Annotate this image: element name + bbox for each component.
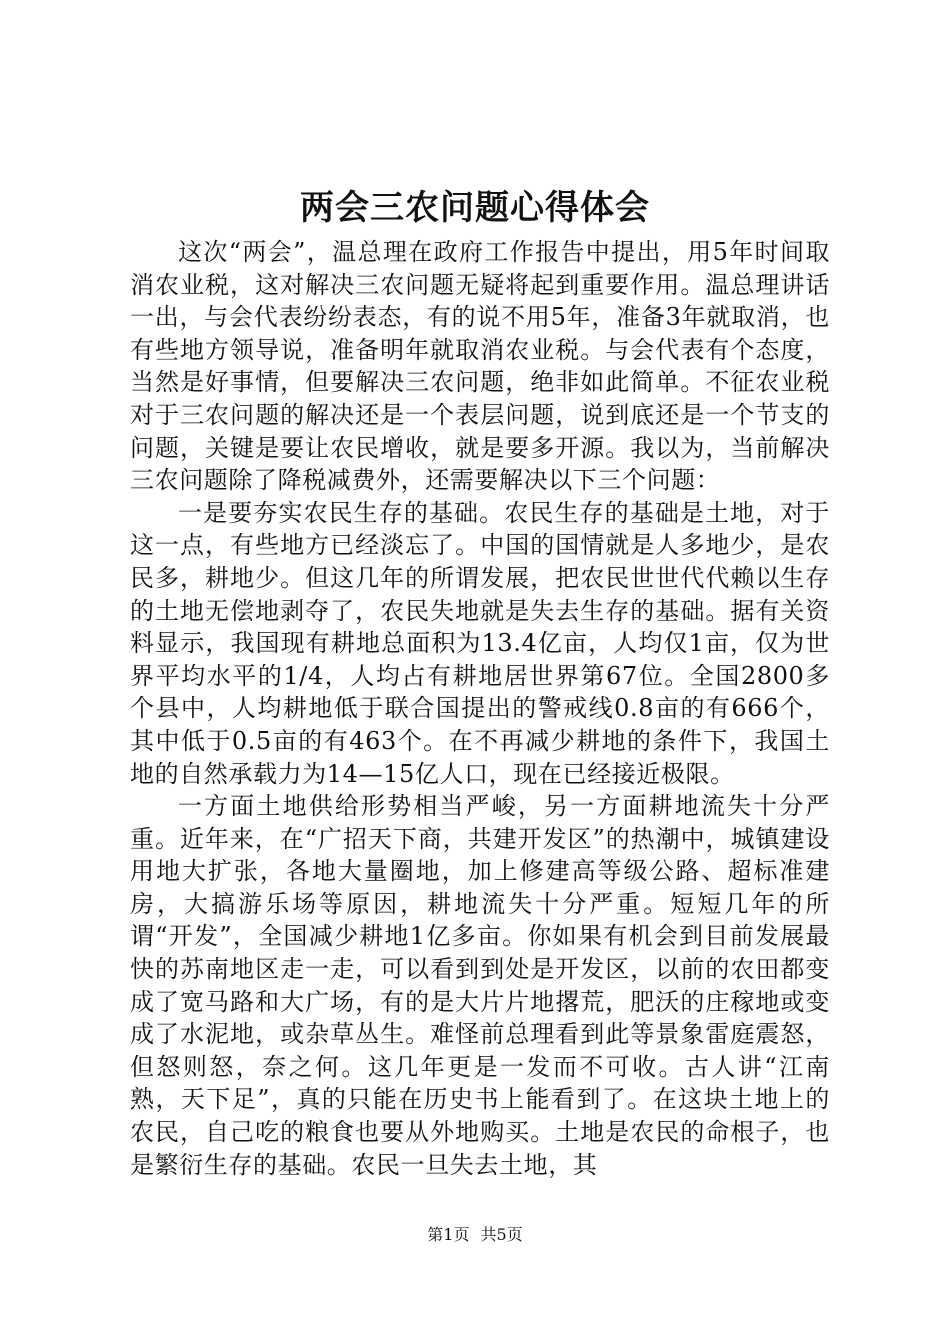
paragraph-land-foundation: 一是要夯实农民生存的基础。农民生存的基础是土地，对于这一点，有些地方已经淡忘了。中国的国情就是人多地少，是农民多，耕地少。但这几年的所谓发展，把农民世世代代赖以生存的土地无偿地剥夺了，农民失地就是失去生存的基础。据有关资料显示，我国现有耕地总面积为13.4亿亩，人均仅1亩，仅为世界平均水平的1/4，人均占有耕地居世界第67位。全国2800多个县中，人均耕地低于联合国提出的警戒线0.8亩的有666个，其中低于0.5亩的有463个。在不再减少耕地的条件下，我国土地的自然承载力为14—15亿人口，现在已经接近极限。 bbox=[130, 498, 830, 788]
document-body bbox=[130, 236, 830, 1181]
document-title: 两会三农问题心得体会 bbox=[300, 188, 650, 228]
page-footer bbox=[0, 1224, 950, 1246]
page-total: 共5页 bbox=[480, 1225, 523, 1244]
paragraph-intro: 这次“两会”，温总理在政府工作报告中提出，用5年时间取消农业税，这对解决三农问题无疑将起到重要作用。温总理讲话一出，与会代表纷纷表态，有的说不用5年，准备3年就取消，也有些地方领导说，准备明年就取消农业税。与会代表有个态度，当然是好事情，但要解决三农问题，绝非如此简单。不征农业税对于三农问题的解决还是一个表层问题，说到底还是一个节支的问题，关键是要让农民增收，就是要多开源。我以为，当前解决三农问题除了降税减费外，还需要解决以下三个问题： bbox=[130, 238, 830, 495]
page-number: 第1页 bbox=[427, 1225, 470, 1244]
paragraph-land-loss: 一方面土地供给形势相当严峻，另一方面耕地流失十分严重。近年来，在“广招天下商，共建开发区”的热潮中，城镇建设用地大扩张，各地大量圈地，加上修建高等级公路、超标准建房，大搞游乐场等原因，耕地流失十分严重。短短几年的所谓“开发”，全国减少耕地1亿多亩。你如果有机会到目前发展最快的苏南地区走一走，可以看到到处是开发区，以前的农田都变成了宽马路和大广场，有的是大片片地撂荒，肥沃的庄稼地或变成了水泥地，或杂草丛生。难怪前总理看到此等景象雷庭震怒，但怒则怒，奈之何。这几年更是一发而不可收。古人讲“江南熟，天下足”，真的只能在历史书上能看到了。在这块土地上的农民，自己吃的粮食也要从外地购买。土地是农民的命根子，也是繁衍生存的基础。农民一旦失去土地，其 bbox=[130, 792, 830, 1179]
